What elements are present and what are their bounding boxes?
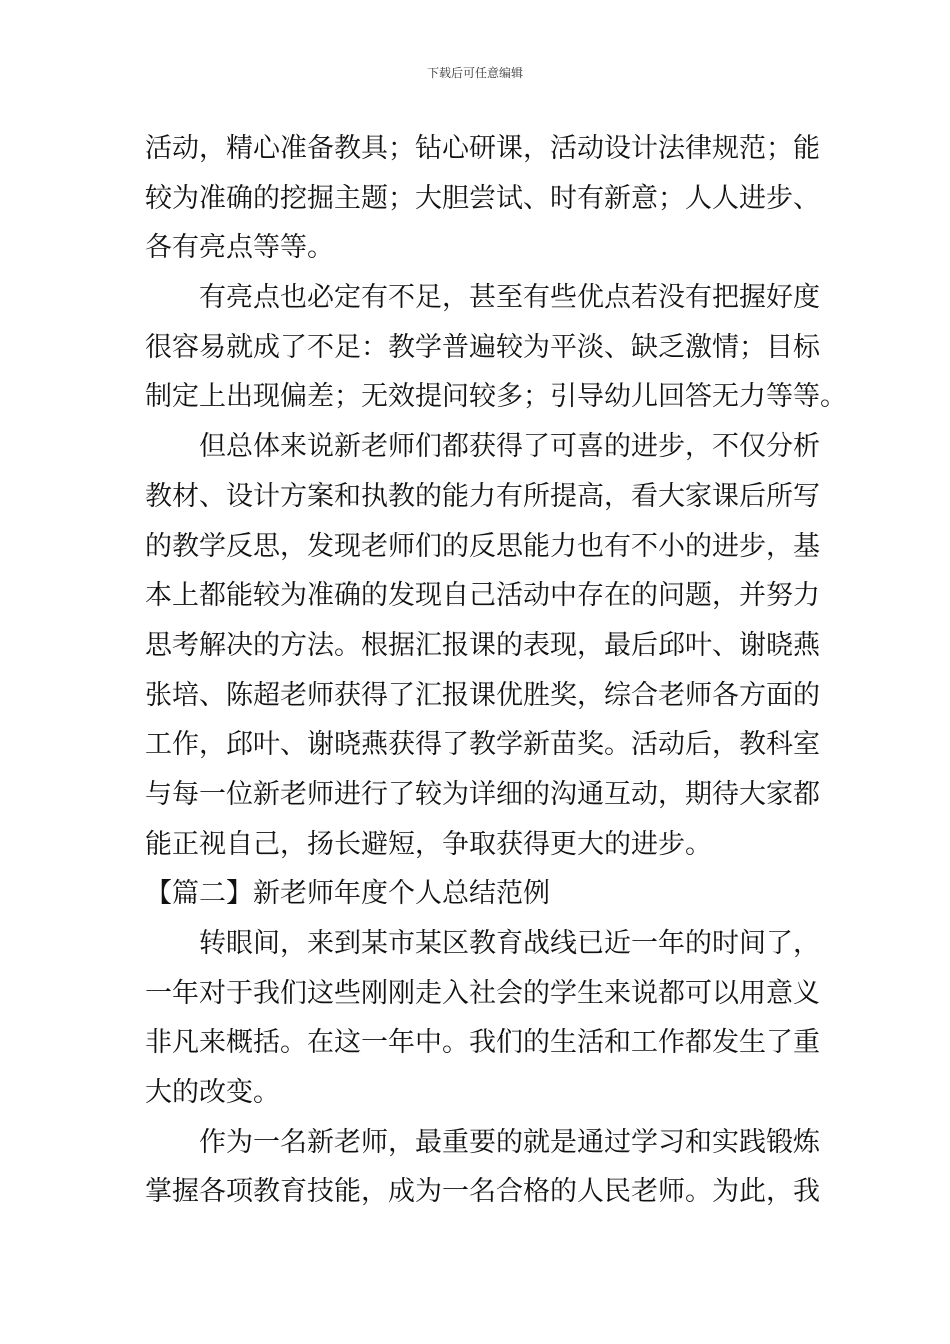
text-line: 很容易就成了不足：教学普遍较为平淡、缺乏激情；目标 <box>145 331 820 363</box>
text-line: 制定上出现偏差；无效提问较多；引导幼儿回答无力等等。 <box>145 381 847 413</box>
document-body <box>145 124 847 1217</box>
text-line: 的教学反思，发现老师们的反思能力也有不小的进步，基 <box>145 530 820 562</box>
section-heading: 【篇二】新老师年度个人总结范例 <box>145 878 550 910</box>
text-line: 工作，邱叶、谢晓燕获得了教学新苗奖。活动后，教科室 <box>145 729 820 761</box>
text-line: 但总体来说新老师们都获得了可喜的进步，不仅分析 <box>199 431 820 463</box>
text-line: 大的改变。 <box>145 1077 280 1109</box>
text-line: 教材、设计方案和执教的能力有所提高，看大家课后所写 <box>145 480 820 512</box>
text-line: 较为准确的挖掘主题；大胆尝试、时有新意；人人进步、 <box>145 182 820 214</box>
text-line: 思考解决的方法。根据汇报课的表现，最后邱叶、谢晓燕 <box>145 629 820 661</box>
text-line: 转眼间，来到某市某区教育战线已近一年的时间了， <box>199 928 820 959</box>
text-line: 能正视自己，扬长避短，争取获得更大的进步。 <box>145 828 712 860</box>
page-header: 下载后可任意编辑 <box>426 66 523 80</box>
text-line: 作为一名新老师，最重要的就是通过学习和实践锻炼 <box>199 1126 820 1158</box>
text-line: 掌握各项教育技能，成为一名合格的人民老师。为此，我 <box>145 1176 820 1208</box>
text-line: 本上都能较为准确的发现自己活动中存在的问题，并努力 <box>145 580 820 612</box>
text-line: 一年对于我们这些刚刚走入社会的学生来说都可以用意义 <box>145 977 820 1009</box>
text-line: 活动，精心准备教具；钻心研课，活动设计法律规范；能 <box>145 133 820 164</box>
text-line: 非凡来概括。在这一年中。我们的生活和工作都发生了重 <box>145 1027 820 1059</box>
text-line: 张培、陈超老师获得了汇报课优胜奖，综合老师各方面的 <box>145 679 820 711</box>
text-line: 有亮点也必定有不足，甚至有些优点若没有把握好度 <box>199 282 820 314</box>
text-line: 与每一位新老师进行了较为详细的沟通互动，期待大家都 <box>145 778 820 810</box>
text-line: 各有亮点等等。 <box>145 232 334 264</box>
